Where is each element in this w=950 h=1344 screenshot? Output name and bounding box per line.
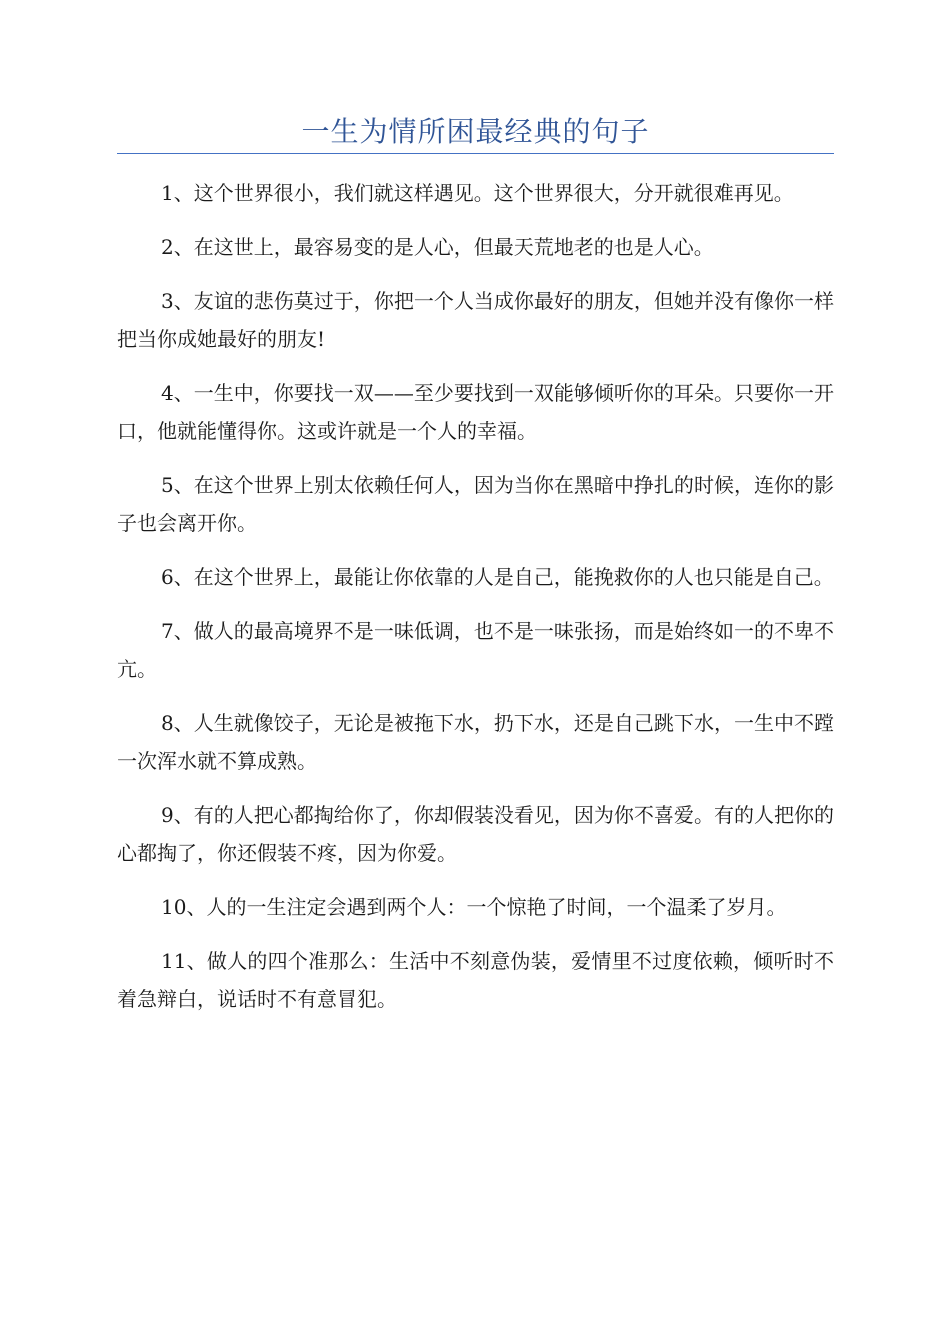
paragraph-7: 7、做人的最高境界不是一味低调，也不是一味张扬，而是始终如一的不卑不亢。 <box>117 619 834 681</box>
paragraph-1: 1、这个世界很小，我们就这样遇见。这个世界很大，分开就很难再见。 <box>161 181 794 205</box>
paragraph-8: 8、人生就像饺子，无论是被拖下水，扔下水，还是自己跳下水，一生中不蹚一次浑水就不算成熟。 <box>117 711 834 773</box>
paragraph-6: 6、在这个世界上，最能让你依靠的人是自己，能挽救你的人也只能是自己。 <box>161 565 834 589</box>
paragraph-11: 11、做人的四个准那么：生活中不刻意伪装，爱情里不过度依赖，倾听时不着急辩白，说话时不有意冒犯。 <box>117 949 834 1011</box>
paragraph-10: 10、人的一生注定会遇到两个人：一个惊艳了时间，一个温柔了岁月。 <box>161 895 787 919</box>
paragraph-2: 2、在这世上，最容易变的是人心，但最天荒地老的也是人心。 <box>161 235 714 259</box>
title-underline <box>117 153 834 154</box>
paragraph-3: 3、友谊的悲伤莫过于，你把一个人当成你最好的朋友，但她并没有像你一样把当你成她最好的朋友! <box>117 289 834 351</box>
document-title: 一生为情所困最经典的句子 <box>301 115 650 148</box>
paragraph-5: 5、在这个世界上别太依赖任何人，因为当你在黑暗中挣扎的时候，连你的影子也会离开你。 <box>117 473 834 535</box>
document-body <box>117 174 834 1034</box>
paragraph-4: 4、一生中，你要找一双——至少要找到一双能够倾听你的耳朵。只要你一开口，他就能懂得你。这或许就是一个人的幸福。 <box>117 381 834 443</box>
paragraph-9: 9、有的人把心都掏给你了，你却假装没看见，因为你不喜爱。有的人把你的心都掏了，你还假装不疼，因为你爱。 <box>117 803 834 865</box>
